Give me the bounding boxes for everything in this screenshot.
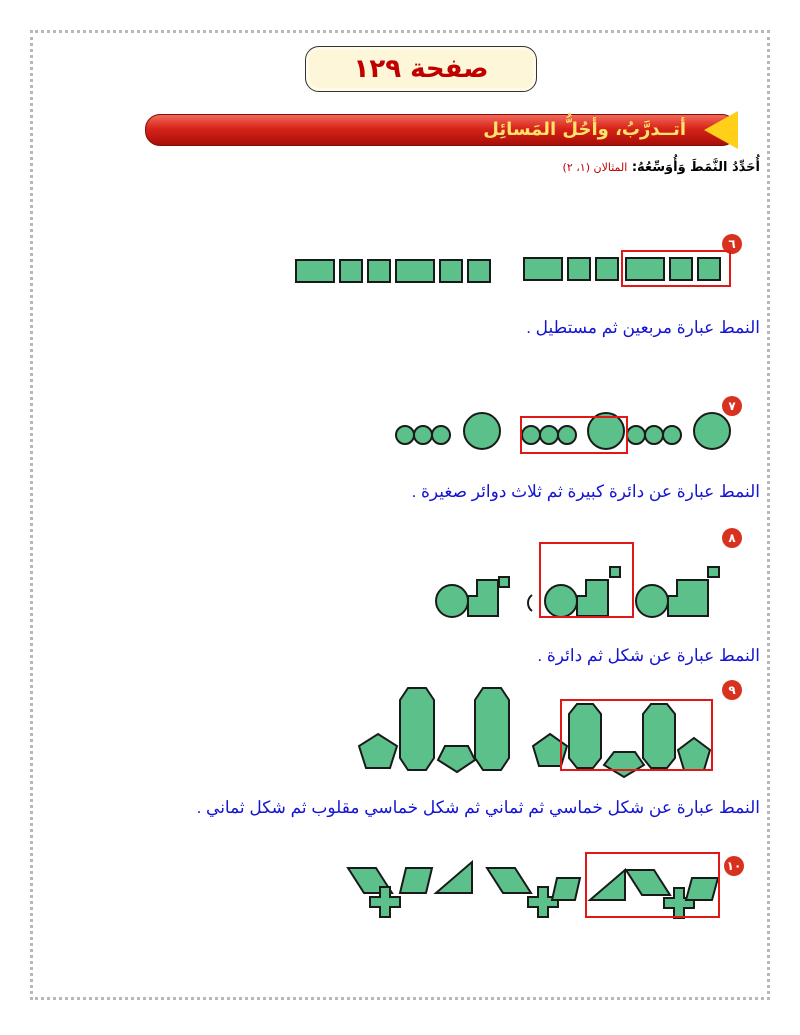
answer-text: النمط عبارة عن شكل خماسي ثم ثماني ثم شكل خماسي مقلوب ثم شكل ثماني . bbox=[196, 798, 760, 817]
answer-text: النمط عبارة عن شكل ثم دائرة . bbox=[537, 646, 760, 665]
problem-number-badge: ٨ bbox=[722, 528, 742, 548]
section-banner bbox=[145, 114, 737, 146]
instruction-text: أُحَدِّدُ النَّمَطَ وَأُوَسِّعُهُ: bbox=[631, 160, 760, 175]
problem-number-badge: ٩ bbox=[722, 680, 742, 700]
answer-text: النمط عبارة مربعين ثم مستطيل . bbox=[526, 318, 760, 337]
examples-reference: المثالان (١، ٢) bbox=[562, 161, 628, 174]
page-border bbox=[30, 30, 770, 1000]
problem-number-badge: ١٠ bbox=[724, 856, 744, 876]
triangle-arrow-icon bbox=[704, 111, 738, 149]
problem-number-badge: ٧ bbox=[722, 396, 742, 416]
page-title: صفحة ١٢٩ bbox=[305, 46, 537, 92]
section-banner-title: أتــدرَّبُ، وأحُلُّ المَسائِل bbox=[483, 119, 686, 140]
answer-text: النمط عبارة عن دائرة كبيرة ثم ثلاث دوائر صغيرة . bbox=[411, 482, 760, 501]
problem-number-badge: ٦ bbox=[722, 234, 742, 254]
instruction-line bbox=[563, 160, 760, 175]
